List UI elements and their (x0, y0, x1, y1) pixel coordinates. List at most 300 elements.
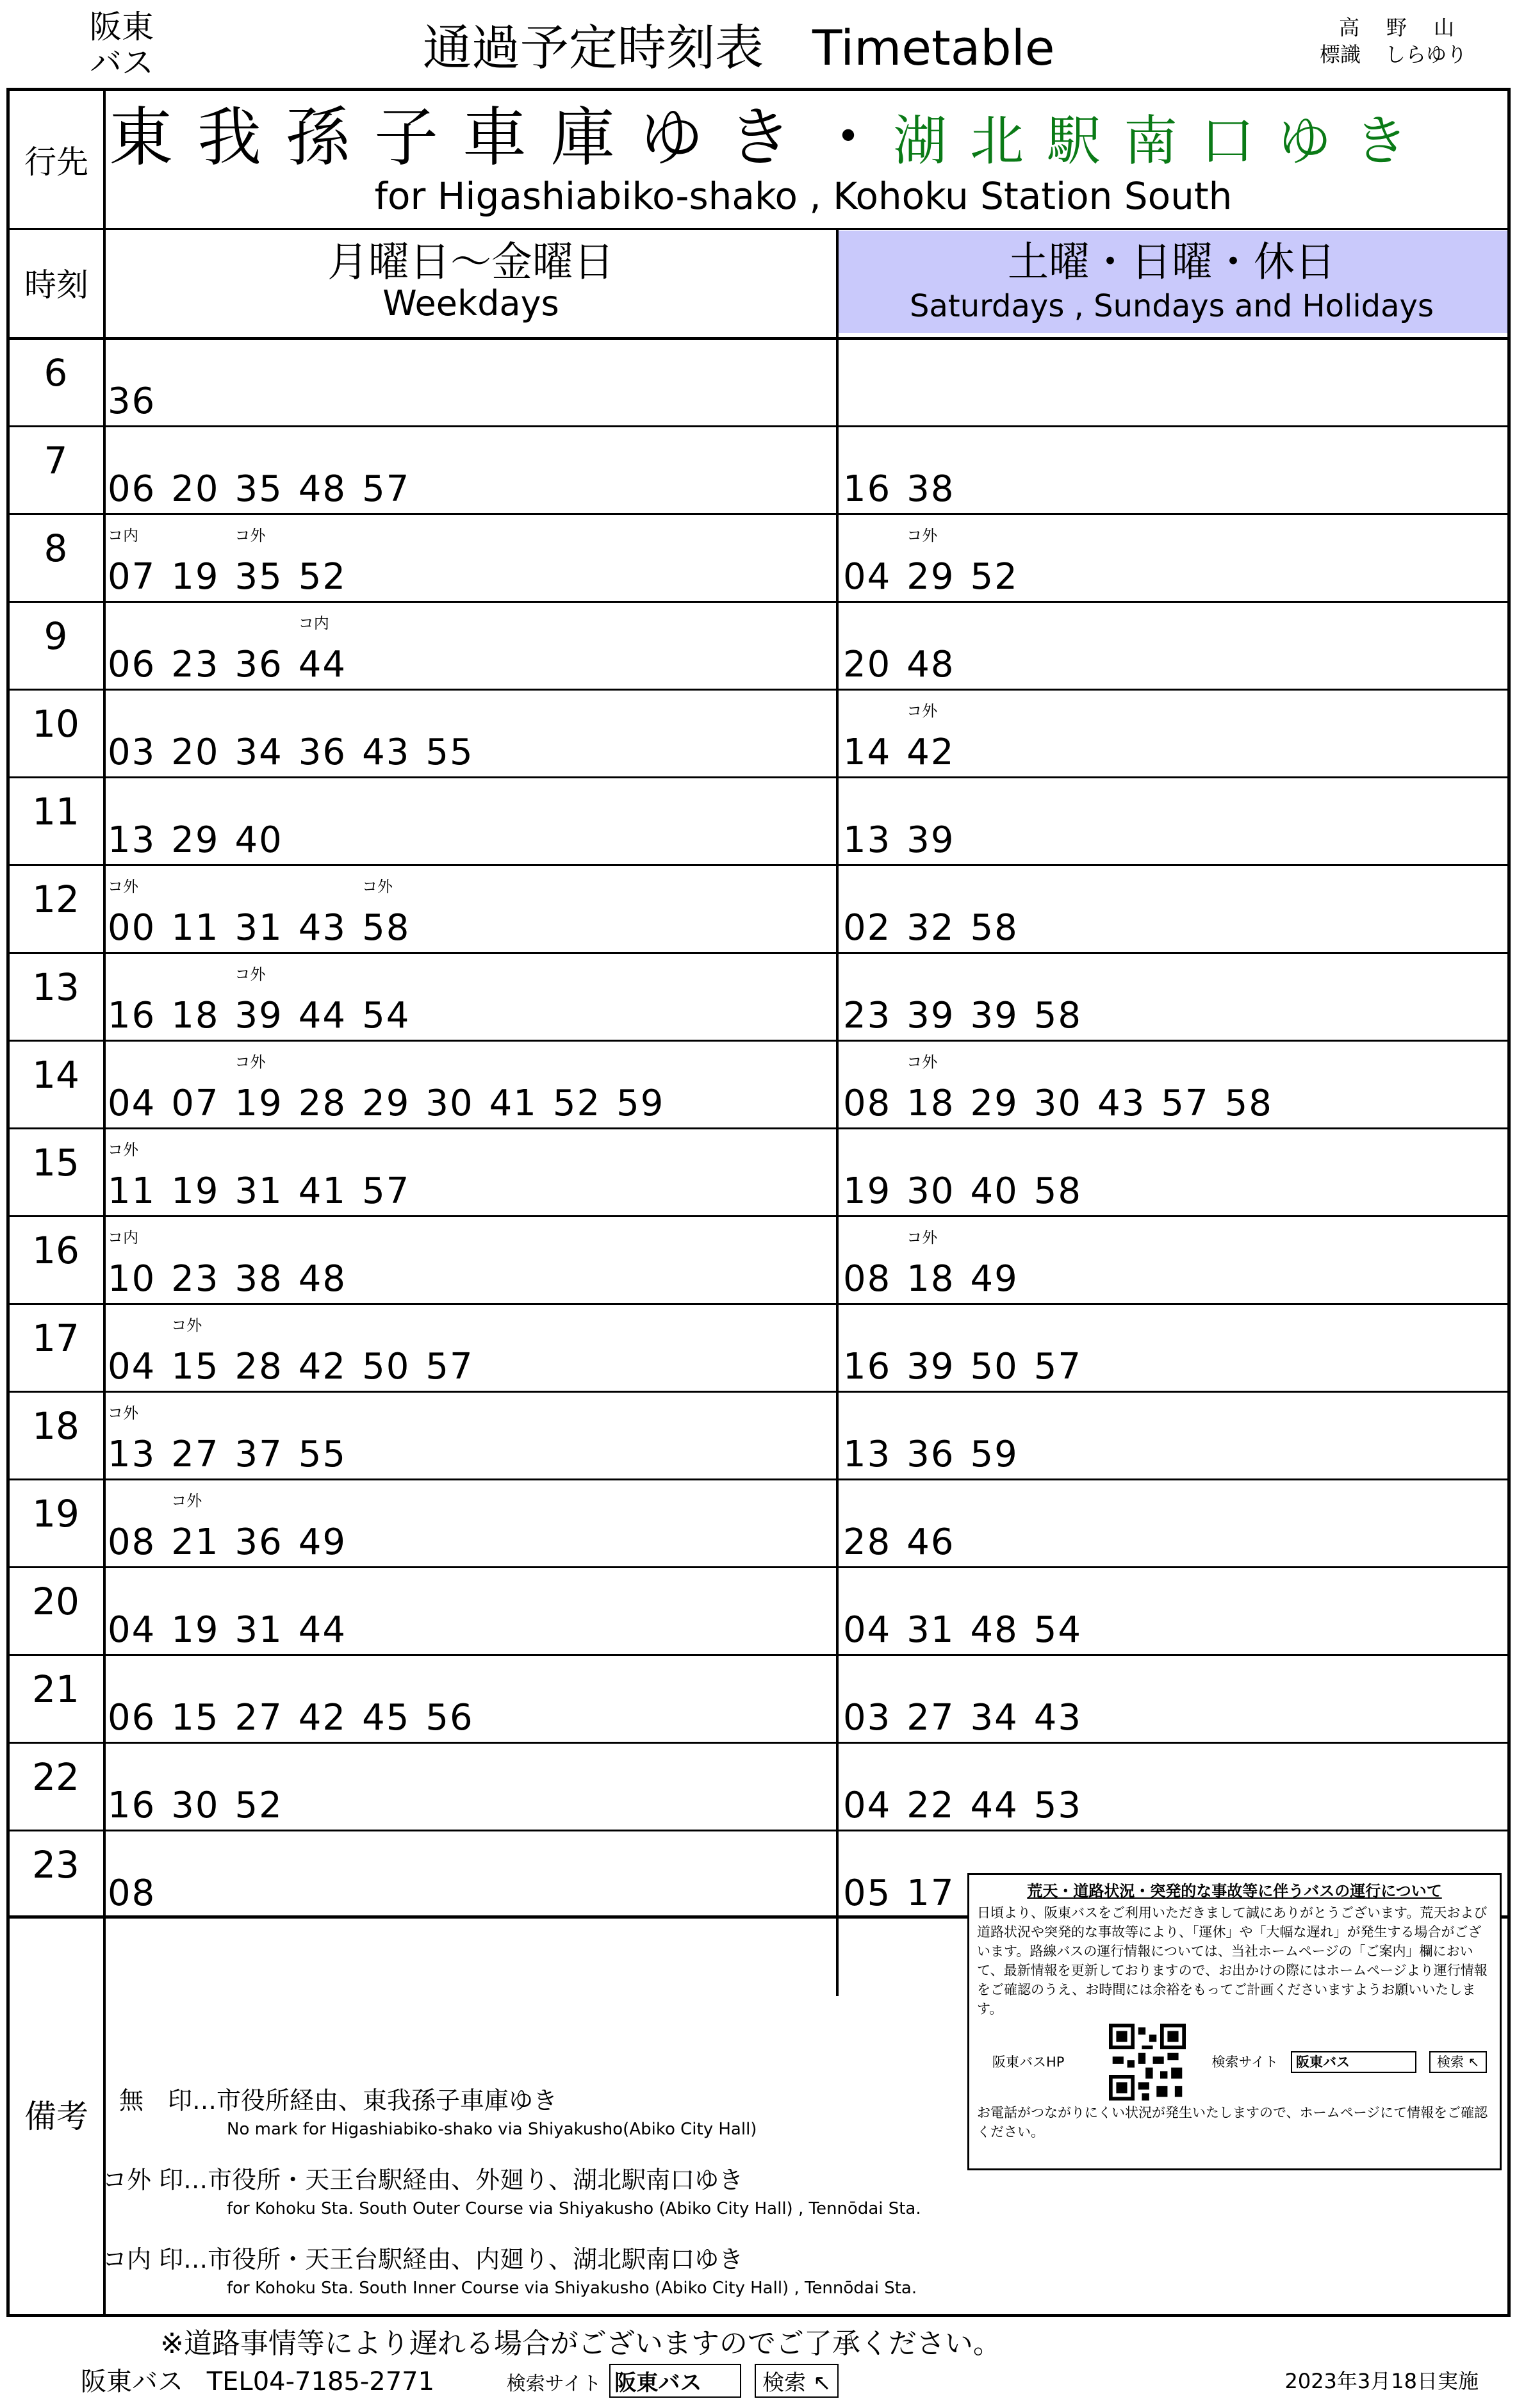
weekday-times (108, 468, 425, 510)
departure-time (906, 468, 955, 510)
minute: 32 (906, 907, 955, 949)
departure-time (906, 1785, 955, 1826)
hour-row-divider (10, 776, 1509, 778)
route-mark: コ外 (906, 1229, 938, 1247)
departure-time (843, 1521, 891, 1563)
company-name: 阪東 バス (90, 8, 154, 81)
minute: 44 (298, 995, 347, 1036)
destination-ja: 東我孫子車庫ゆき・湖北駅南口ゆき (109, 100, 1432, 175)
route-mark: コ内 (108, 527, 138, 545)
departure-time (843, 995, 891, 1036)
hour-row-divider (10, 1830, 1509, 1831)
departure-time (108, 1785, 156, 1826)
minute: 18 (171, 995, 220, 1036)
departure-time (906, 702, 955, 773)
minute: 30 (171, 1785, 220, 1826)
minute: 39 (970, 995, 1019, 1036)
departure-time (108, 1697, 156, 1739)
departure-time (235, 1346, 283, 1388)
minute: 44 (298, 644, 347, 685)
hour-row-divider (10, 864, 1509, 866)
hour-label: 14 (32, 1053, 79, 1097)
departure-time (362, 468, 410, 510)
footer-company: 阪東バス (81, 2367, 183, 2396)
weekday-times (108, 1229, 362, 1300)
notice-search-button[interactable]: 検索 ↖ (1429, 2051, 1487, 2073)
departure-time (299, 1434, 347, 1475)
departure-time (1034, 995, 1082, 1036)
minute: 31 (906, 1609, 955, 1651)
weekday-times (108, 878, 425, 949)
departure-time (299, 1083, 347, 1124)
minute: 39 (234, 995, 283, 1036)
minute: 27 (234, 1697, 283, 1739)
minute: 48 (298, 468, 347, 510)
minute: 42 (906, 732, 955, 773)
remark-inner: コ内 印…市役所・天王台駅経由、内廻り、湖北駅南口ゆき for Kohoku Sta. South Inner Course via Shiyakusho (Abiko City Hall) , Tennōdai Sta. (102, 2245, 917, 2298)
minute: 50 (362, 1346, 411, 1388)
service-notice: 荒天・道路状況・突発的な事故等に伴うバスの運行について 日頃より、阪東バスをご利用いただきまして誠にありがとうございます。荒天および道路状況や突発的な事故等により、「運休」や「大幅な遅れ」が発生する場合がございます。路線バスの運行情報については、当社ホームページの「ご案内」欄において、最新情報を更新しておりますので、お出かけの際にはホームページより運行情報をご確認のうえ、お時間には余裕をもってご計画くださいますようお願いいたします。 阪東バスHP 検索サイト 阪東バス 検索 ↖ お電話がつながりにくい状況が発生いたしますので、ホームページにて情報をご確認ください。 (967, 1873, 1502, 2170)
weekday-times (108, 1316, 489, 1388)
departure-time (108, 1229, 156, 1300)
departure-time (171, 995, 219, 1036)
holiday-header-ja: 土曜・日曜・休日 (1008, 239, 1336, 286)
minute: 36 (108, 381, 156, 422)
minute: 27 (906, 1697, 955, 1739)
minute: 52 (970, 556, 1019, 598)
departure-time (235, 1521, 283, 1563)
departure-time (843, 907, 891, 949)
departure-time (235, 1697, 283, 1739)
departure-time (235, 732, 283, 773)
departure-time (906, 1053, 955, 1124)
weekday-times (108, 1697, 489, 1739)
departure-time (108, 644, 156, 685)
stop-info: 高 野 山 標識 しらゆり (1320, 15, 1467, 67)
departure-time (843, 1258, 891, 1300)
column-header-divider (10, 337, 1509, 340)
minute: 29 (906, 556, 955, 598)
departure-time (362, 1083, 410, 1124)
holiday-times (843, 1434, 1034, 1475)
remarks-label: 備考 (24, 2098, 88, 2135)
minute: 52 (552, 1083, 602, 1124)
route-mark: コ内 (298, 614, 329, 632)
departure-time (906, 1521, 955, 1563)
departure-time (843, 1083, 891, 1124)
minute: 55 (298, 1434, 347, 1475)
route-mark: コ外 (108, 1141, 138, 1159)
minute: 58 (1033, 995, 1083, 1036)
hour-row-divider (10, 952, 1509, 954)
departure-time (906, 1697, 955, 1739)
minute: 44 (298, 1609, 347, 1651)
destination-en: for Higashiabiko-shako , Kohoku Station South (374, 174, 1233, 218)
departure-time (299, 907, 347, 949)
departure-time (171, 1258, 219, 1300)
hour-row-divider (10, 1654, 1509, 1656)
departure-time (971, 1083, 1019, 1124)
departure-time (971, 907, 1019, 949)
destination-label: 行先 (24, 143, 88, 181)
hour-row-divider (10, 1303, 1509, 1305)
minute: 59 (616, 1083, 665, 1124)
departure-time (171, 1785, 219, 1826)
minute: 19 (843, 1170, 892, 1212)
departure-time (843, 1434, 891, 1475)
hour-row-divider (10, 425, 1509, 427)
departure-time (1034, 1346, 1082, 1388)
departure-time (425, 1083, 473, 1124)
departure-time (843, 556, 891, 598)
weekday-times (108, 1141, 425, 1212)
route-mark: コ外 (171, 1316, 202, 1334)
remark-outer: コ外 印…市役所・天王台駅経由、外廻り、湖北駅南口ゆき for Kohoku Sta. South Outer Course via Shiyakusho (Abiko City Hall) , Tennōdai Sta. (102, 2166, 921, 2218)
departure-time (906, 1346, 955, 1388)
minute: 14 (843, 732, 892, 773)
departure-time (234, 965, 283, 1036)
minute: 57 (362, 1170, 411, 1212)
hour-label: 20 (32, 1580, 79, 1623)
departure-time (1034, 1083, 1082, 1124)
minute: 20 (843, 644, 892, 685)
departure-time (235, 1434, 283, 1475)
minute: 18 (906, 1258, 955, 1300)
holiday-times (843, 1872, 971, 1914)
minute: 38 (906, 468, 955, 510)
departure-time (108, 819, 156, 861)
minute: 50 (970, 1346, 1019, 1388)
remark-no-mark: 無 印…市役所経由、東我孫子車庫ゆき No mark for Higashiabiko-shako via Shiyakusho(Abiko City Hall) (119, 2086, 757, 2139)
minute: 55 (425, 732, 474, 773)
minute: 02 (843, 907, 892, 949)
departure-time (362, 995, 410, 1036)
departure-time (299, 1346, 347, 1388)
hour-label: 18 (32, 1404, 79, 1448)
departure-time (362, 878, 411, 949)
weekday-times (108, 819, 299, 861)
minute: 16 (843, 468, 892, 510)
minute: 21 (171, 1521, 220, 1563)
departure-time (171, 644, 219, 685)
hour-label: 16 (32, 1229, 79, 1272)
departure-time (971, 556, 1019, 598)
minute: 48 (298, 1258, 347, 1300)
hour-label: 17 (32, 1316, 79, 1360)
minute: 28 (234, 1346, 283, 1388)
minute: 35 (234, 556, 283, 598)
cursor-icon: ↖ (806, 2370, 832, 2396)
departure-time (108, 1872, 156, 1914)
departure-time (971, 1697, 1019, 1739)
minute: 31 (234, 907, 283, 949)
departure-time (906, 1229, 955, 1300)
minute: 36 (234, 644, 283, 685)
hour-label: 6 (44, 351, 68, 395)
departure-time (171, 1170, 219, 1212)
hour-label: 15 (32, 1141, 79, 1184)
cursor-icon: ↖ (1464, 2054, 1480, 2070)
minute: 19 (234, 1083, 283, 1124)
holiday-times (843, 995, 1097, 1036)
hour-row-divider (10, 1478, 1509, 1480)
departure-time (1225, 1083, 1273, 1124)
minute: 54 (1033, 1609, 1083, 1651)
minute: 42 (298, 1697, 347, 1739)
holiday-times (843, 819, 971, 861)
weekday-times (108, 527, 362, 598)
footer-search-box[interactable]: 阪東バス (609, 2364, 741, 2398)
minute: 17 (906, 1872, 955, 1914)
footer-search-label: 検索サイト (506, 2373, 602, 2395)
holiday-times (843, 1170, 1097, 1212)
weekday-times (108, 381, 171, 422)
departure-time (171, 1083, 219, 1124)
minute: 45 (362, 1697, 411, 1739)
weekday-times (108, 1609, 362, 1651)
route-mark: コ外 (108, 878, 138, 896)
minute: 20 (171, 468, 220, 510)
departure-time (235, 907, 283, 949)
minute: 04 (843, 556, 892, 598)
route-mark: コ外 (906, 1053, 938, 1071)
departure-time (489, 1083, 537, 1124)
minute: 11 (108, 1170, 156, 1212)
departure-time (425, 1346, 473, 1388)
minute: 52 (234, 1785, 283, 1826)
minute: 40 (970, 1170, 1019, 1212)
minute: 13 (843, 1434, 892, 1475)
departure-time (843, 732, 891, 773)
minute: 59 (970, 1434, 1019, 1475)
departure-time (108, 1521, 156, 1563)
departure-time (299, 1697, 347, 1739)
qr-code-icon[interactable] (1109, 2024, 1186, 2101)
minute: 20 (171, 732, 220, 773)
minute: 48 (906, 644, 955, 685)
holiday-header-en: Saturdays , Sundays and Holidays (910, 288, 1434, 324)
minute: 29 (171, 819, 220, 861)
notice-links (977, 2024, 1492, 2101)
departure-time (234, 1053, 283, 1124)
footer-search-button[interactable]: 検索 ↖ (755, 2364, 839, 2398)
departure-time (235, 819, 283, 861)
departure-time (171, 1609, 219, 1651)
minute: 18 (906, 1083, 955, 1124)
departure-time (971, 1346, 1019, 1388)
minute: 07 (108, 556, 156, 598)
minute: 07 (171, 1083, 220, 1124)
minute: 13 (108, 1434, 156, 1475)
departure-time (299, 1521, 347, 1563)
holiday-times (843, 1346, 1097, 1388)
hour-label: 21 (32, 1667, 79, 1711)
weekday-times (108, 614, 362, 685)
departure-time (171, 1316, 220, 1388)
minute: 39 (906, 819, 955, 861)
departure-time (1034, 1609, 1082, 1651)
minute: 19 (171, 556, 220, 598)
departure-time (1161, 1083, 1209, 1124)
holiday-times (843, 644, 971, 685)
holiday-times (843, 907, 1034, 949)
minute: 36 (298, 732, 347, 773)
minute: 57 (1161, 1083, 1210, 1124)
minute: 30 (425, 1083, 474, 1124)
time-label: 時刻 (24, 266, 88, 304)
holiday-times (843, 1609, 1097, 1651)
hour-label: 11 (32, 790, 79, 833)
departure-time (425, 732, 473, 773)
minute: 13 (843, 819, 892, 861)
departure-time (299, 995, 347, 1036)
departure-time (843, 1170, 891, 1212)
minute: 49 (970, 1258, 1019, 1300)
departure-time (299, 1170, 347, 1212)
minute: 15 (171, 1697, 220, 1739)
hour-label: 22 (32, 1755, 79, 1799)
minute: 54 (362, 995, 411, 1036)
holiday-times (843, 468, 971, 510)
minute: 15 (171, 1346, 220, 1388)
minute: 22 (906, 1785, 955, 1826)
departure-time (843, 468, 891, 510)
minute: 16 (108, 995, 156, 1036)
minute: 29 (970, 1083, 1019, 1124)
minute: 28 (298, 1083, 347, 1124)
delay-note: ※道路事情等により遅れる場合がございますのでご了承ください。 (160, 2327, 1001, 2360)
route-mark: コ外 (108, 1404, 138, 1422)
departure-time (298, 614, 347, 685)
minute: 00 (108, 907, 156, 949)
departure-time (906, 1872, 955, 1914)
minute: 23 (171, 644, 220, 685)
minute: 36 (906, 1434, 955, 1475)
departure-time (362, 732, 410, 773)
departure-time (108, 878, 156, 949)
hour-row-divider (10, 1742, 1509, 1744)
departure-time (299, 732, 347, 773)
departure-time (171, 468, 219, 510)
route-mark: コ外 (234, 965, 266, 983)
departure-time (108, 1404, 156, 1475)
hour-row-divider (10, 1391, 1509, 1393)
minute: 06 (108, 644, 156, 685)
minute: 43 (298, 907, 347, 949)
departure-time (971, 1258, 1019, 1300)
route-mark: コ外 (362, 878, 393, 896)
minute: 08 (108, 1872, 156, 1914)
minute: 34 (234, 732, 283, 773)
departure-time (1034, 1170, 1082, 1212)
departure-time (299, 556, 347, 598)
hour-label: 23 (32, 1843, 79, 1887)
minute: 43 (362, 732, 411, 773)
departure-time (108, 995, 156, 1036)
label-column-divider (103, 91, 106, 2314)
minute: 28 (843, 1521, 892, 1563)
route-mark: コ外 (171, 1492, 202, 1510)
departure-time (108, 1141, 156, 1212)
hour-label: 9 (44, 614, 68, 658)
departure-time (299, 468, 347, 510)
minute: 13 (108, 819, 156, 861)
minute: 37 (234, 1434, 283, 1475)
footer-tel: TEL04-7185-2771 (206, 2367, 435, 2396)
minute: 58 (970, 907, 1019, 949)
departure-time (171, 907, 219, 949)
minute: 53 (1033, 1785, 1083, 1826)
minute: 04 (843, 1785, 892, 1826)
departure-time (843, 1872, 891, 1914)
minute: 39 (906, 995, 955, 1036)
departure-time (235, 644, 283, 685)
minute: 05 (843, 1872, 892, 1914)
minute: 58 (1224, 1083, 1273, 1124)
departure-time (843, 1609, 891, 1651)
minute: 23 (171, 1258, 220, 1300)
departure-time (843, 1346, 891, 1388)
departure-time (906, 1170, 955, 1212)
minute: 40 (234, 819, 283, 861)
departure-time (108, 468, 156, 510)
departure-time (235, 1785, 283, 1826)
minute: 58 (1033, 1170, 1083, 1212)
hour-row-divider (10, 1040, 1509, 1042)
departure-time (362, 1346, 410, 1388)
minute: 11 (171, 907, 220, 949)
notice-search-box[interactable]: 阪東バス (1291, 2051, 1416, 2073)
minute: 58 (362, 907, 411, 949)
route-mark: コ外 (234, 1053, 266, 1071)
minute: 30 (906, 1170, 955, 1212)
departure-time (108, 1346, 156, 1388)
minute: 31 (234, 1170, 283, 1212)
notice-search-label: 検索サイト (1211, 2054, 1278, 2070)
departure-time (843, 819, 891, 861)
minute: 41 (298, 1170, 347, 1212)
departure-time (906, 644, 955, 685)
minute: 06 (108, 1697, 156, 1739)
minute: 57 (425, 1346, 474, 1388)
notice-body: 日頃より、阪東バスをご利用いただきまして誠にありがとうございます。荒天および道路状況や突発的な事故等により、「運休」や「大幅な遅れ」が発生する場合がございます。路線バスの運行情報については、当社ホームページの「ご案内」欄において、最新情報を更新しておりますので、お出かけの際にはホームページより運行情報をご確認のうえ、お時間には余裕をもってご計画くださいますようお願いいたします。 (977, 1905, 1488, 2017)
route-mark: コ外 (906, 702, 938, 720)
minute: 30 (1033, 1083, 1083, 1124)
minute: 04 (108, 1609, 156, 1651)
minute: 56 (425, 1697, 474, 1739)
minute: 19 (171, 1170, 220, 1212)
departure-time (971, 1434, 1019, 1475)
minute: 10 (108, 1258, 156, 1300)
departure-time (362, 1170, 410, 1212)
departure-time (108, 1609, 156, 1651)
departure-time (362, 1697, 410, 1739)
route-mark: コ外 (234, 527, 266, 545)
departure-time (108, 732, 156, 773)
minute: 44 (970, 1785, 1019, 1826)
minute: 04 (108, 1346, 156, 1388)
departure-time (616, 1083, 664, 1124)
departure-time (171, 732, 219, 773)
departure-time (971, 1785, 1019, 1826)
minute: 04 (843, 1609, 892, 1651)
departure-time (108, 527, 156, 598)
stop-name: しらゆり (1384, 42, 1467, 67)
minute: 48 (970, 1609, 1019, 1651)
route-mark: コ外 (906, 527, 938, 545)
weekday-times (108, 1053, 680, 1124)
departure-time (235, 468, 283, 510)
